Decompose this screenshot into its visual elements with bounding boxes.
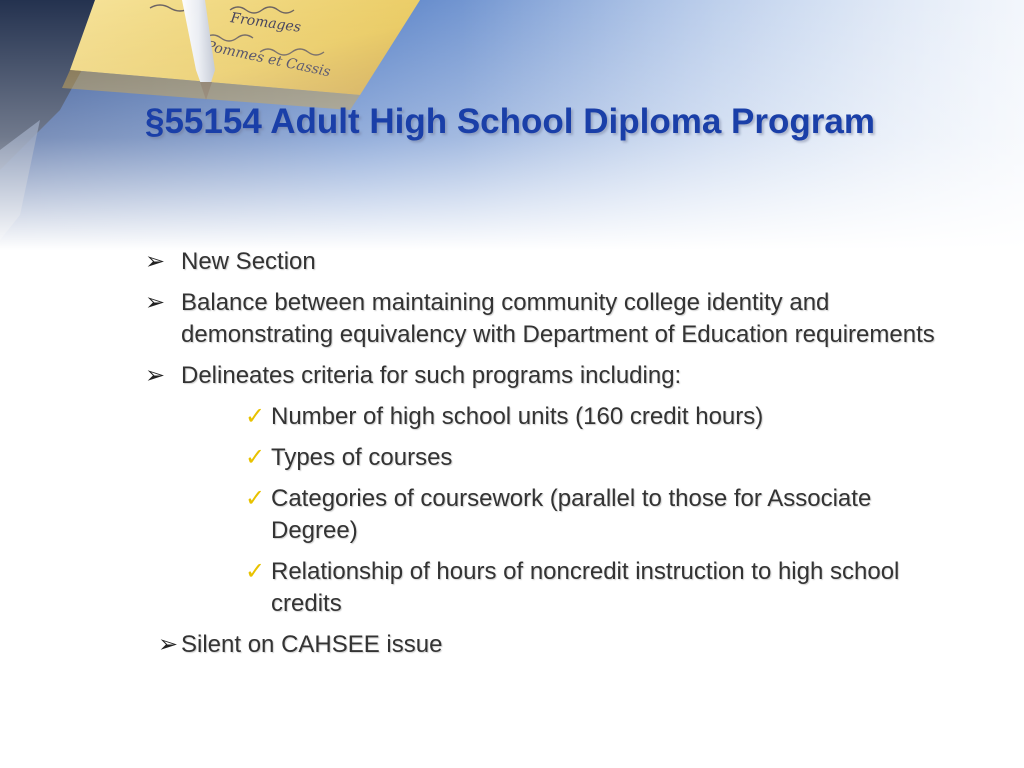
arrow-bullet-icon: ➢ xyxy=(145,289,166,316)
arrow-bullet-icon: ➢ xyxy=(145,248,166,275)
sub-bullet-text: Number of high school units (160 credit hours) xyxy=(271,403,764,430)
sub-bullet-item xyxy=(0,556,961,620)
sub-bullet-item xyxy=(0,442,961,474)
bullet-item xyxy=(0,629,971,661)
sub-bullet-item xyxy=(0,483,961,547)
arrow-bullet-icon: ➢ xyxy=(158,631,179,658)
check-mark-icon: ✓ xyxy=(245,444,266,471)
check-mark-icon: ✓ xyxy=(245,558,266,585)
check-mark-icon: ✓ xyxy=(245,485,266,512)
bullet-text: Silent on CAHSEE issue xyxy=(181,631,443,658)
bullet-item xyxy=(0,360,971,392)
check-mark-icon: ✓ xyxy=(245,403,266,430)
bullet-item xyxy=(0,287,971,351)
sub-bullet-text: Relationship of hours of noncredit instruction to high school credits xyxy=(271,558,900,617)
bullet-item xyxy=(0,246,971,278)
slide-title: §55154 Adult High School Diploma Program xyxy=(145,102,875,141)
sub-bullet-text: Categories of coursework (parallel to those for Associate Degree) xyxy=(271,485,872,544)
arrow-bullet-icon: ➢ xyxy=(145,362,166,389)
bullet-text: Delineates criteria for such programs including: xyxy=(181,362,682,389)
sub-bullet-item xyxy=(0,401,961,433)
bullet-text: Balance between maintaining community college identity and demonstrating equivalency with Department of Education requirements xyxy=(181,289,935,348)
sub-bullet-text: Types of courses xyxy=(271,444,453,471)
bullet-list xyxy=(0,246,1024,670)
bullet-text: New Section xyxy=(181,248,316,275)
